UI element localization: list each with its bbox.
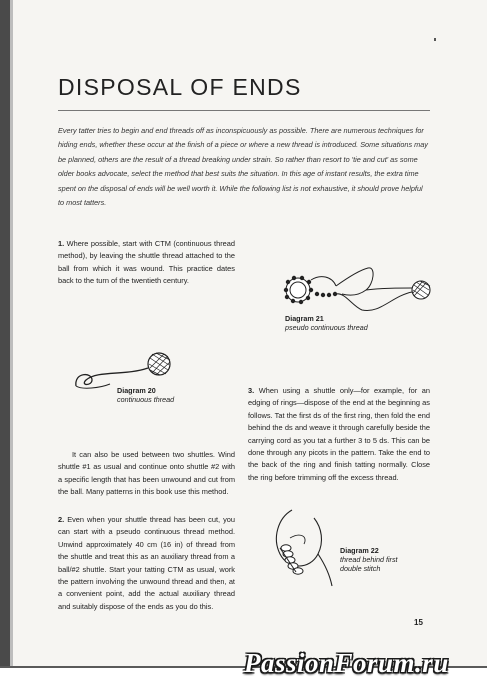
diagram-22-subtitle-1: thread behind first	[340, 555, 398, 564]
page-number: 15	[414, 618, 423, 627]
diagram-21-illustration	[280, 266, 435, 316]
title-divider	[58, 110, 430, 111]
item-2-number: 2.	[58, 515, 65, 524]
scan-speck	[434, 38, 436, 41]
watermark-logo: PassionForum.ru	[244, 648, 449, 678]
item-2-text: Even when your shuttle thread has been cut, you can start with a pseudo continuous thread method. Unwind approximately 40 cm (16 in) of thread from the shuttle and treat this as an auxiliary thread from a ball/#2 shuttle. Start your tatting CTM as usual, work the pattern involving the unwound thread and then, at a convenient point, add the actual auxiliary thread and suitably dispose of the ends as you do this.	[58, 515, 236, 611]
item-3-text: When using a shuttle only—for example, for an edging of rings—dispose of the end at the beginning as follows. Tat the first ds of the first ring, then fold the end behind the ds and weave it through carefully beside the carrying cord as you tat a further 3 to 5 ds. This can be done through any picots in the pattern. Take the end to the back of the ring and finish tatting normally. Close the ring before trimming off the excess thread.	[248, 386, 430, 482]
item-1b-text: It can also be used between two shuttles. Wind shuttle #1 as usual and continue onto shuttle #2 with a specific length that has been unwound and cut from the ball. Many patterns in this book use this method.	[58, 450, 235, 497]
item-1-continuation	[58, 449, 235, 499]
item-3-number: 3.	[248, 386, 255, 395]
diagram-22-subtitle-2: double stitch	[340, 564, 381, 573]
diagram-21-caption	[285, 314, 368, 332]
diagram-21-subtitle: pseudo continuous thread	[285, 323, 368, 332]
page-edge-highlight	[10, 0, 13, 668]
diagram-22-illustration	[270, 508, 340, 588]
item-1-number: 1.	[58, 239, 65, 248]
page-edge-shadow	[0, 0, 10, 668]
item-3	[248, 385, 430, 484]
item-1	[58, 238, 235, 288]
diagram-20-subtitle: continuous thread	[117, 395, 175, 404]
item-2	[58, 514, 235, 613]
diagram-22-title: Diagram 22	[340, 546, 379, 555]
diagram-20-title: Diagram 20	[117, 386, 156, 395]
item-1-text: Where possible, start with CTM (continuous thread method), by leaving the shuttle thread attached to the ball from which it was wound. This practice dates back to the turn of the twentieth century.	[58, 239, 235, 286]
diagram-21-title: Diagram 21	[285, 314, 324, 323]
diagram-22-caption	[340, 546, 398, 573]
page-title: DISPOSAL OF ENDS	[58, 74, 302, 100]
diagram-20-caption	[117, 386, 174, 404]
intro-paragraph: Every tatter tries to begin and end threads off as inconspicuously as possible. There are numerous techniques for hiding ends, whether these occur at the finish of a piece or where a new thread is introduced. Some situations may be planned, others are the result of a thread breaking under strain. So rather than resort to 'tie and cut' as some older books advocate, select the method that best suits the situation. In this age of instant results, the extra time spent on the disposal of ends will be well worth it. While the following list is not exhaustive, it should prove helpful to most tatters.	[58, 126, 428, 208]
